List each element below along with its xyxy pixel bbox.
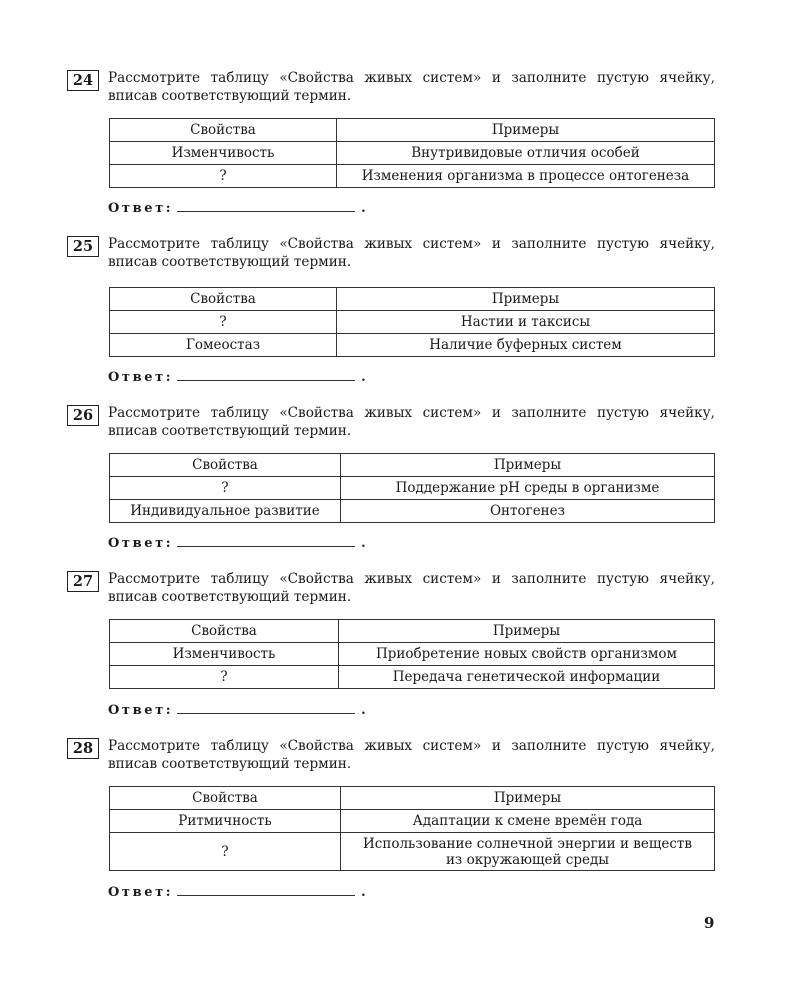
table-row xyxy=(110,810,715,833)
header-cell-examples: Примеры xyxy=(337,119,715,142)
answer-field[interactable] xyxy=(177,534,355,547)
task-number: 25 xyxy=(67,236,99,257)
table-header-row xyxy=(110,119,715,142)
task-number: 28 xyxy=(67,738,99,759)
table-row xyxy=(110,165,715,188)
properties-table xyxy=(109,287,715,357)
header-cell-properties: Свойства xyxy=(110,620,339,643)
task-27 xyxy=(67,571,715,718)
properties-table xyxy=(109,453,715,523)
example-cell: Приобретение новых свойств организмом xyxy=(339,643,715,666)
properties-table xyxy=(109,619,715,689)
task-number: 24 xyxy=(67,70,99,91)
answer-end: . xyxy=(361,370,366,385)
table-header-row xyxy=(110,454,715,477)
task-number: 27 xyxy=(67,571,99,592)
properties-table xyxy=(109,786,715,871)
task-question: Рассмотрите таблицу «Свойства живых систем» и заполните пустую ячейку, вписав соответствующий термин. xyxy=(108,70,715,104)
answer-label: Ответ: xyxy=(108,703,174,718)
header-cell-properties: Свойства xyxy=(110,454,341,477)
example-cell: Онтогенез xyxy=(341,500,715,523)
task-header xyxy=(67,738,715,773)
header-cell-examples: Примеры xyxy=(339,620,715,643)
answer-line xyxy=(108,534,366,551)
task-25 xyxy=(67,236,715,385)
task-question: Рассмотрите таблицу «Свойства живых систем» и заполните пустую ячейку, вписав соответствующий термин. xyxy=(108,738,715,772)
header-cell-examples: Примеры xyxy=(341,787,715,810)
table-row xyxy=(110,311,715,334)
answer-label: Ответ: xyxy=(108,201,174,216)
table-row xyxy=(110,477,715,500)
property-cell[interactable]: ? xyxy=(110,666,339,689)
table-header-row xyxy=(110,787,715,810)
answer-label: Ответ: xyxy=(108,885,174,900)
answer-field[interactable] xyxy=(177,883,355,896)
example-cell: Использование солнечной энергии и веществ из окружающей среды xyxy=(341,833,715,871)
answer-field[interactable] xyxy=(177,701,355,714)
properties-table xyxy=(109,118,715,188)
answer-label: Ответ: xyxy=(108,370,174,385)
task-question: Рассмотрите таблицу «Свойства живых систем» и заполните пустую ячейку, вписав соответствующий термин. xyxy=(108,236,715,270)
property-cell[interactable]: ? xyxy=(110,165,337,188)
table-header-row xyxy=(110,620,715,643)
property-cell: Изменчивость xyxy=(110,643,339,666)
example-cell: Настии и таксисы xyxy=(337,311,715,334)
task-26 xyxy=(67,405,715,551)
answer-line xyxy=(108,199,366,216)
header-cell-properties: Свойства xyxy=(110,787,341,810)
table-row xyxy=(110,500,715,523)
table-row xyxy=(110,334,715,357)
answer-field[interactable] xyxy=(177,199,355,212)
property-cell: Индивидуальное развитие xyxy=(110,500,341,523)
answer-end: . xyxy=(361,885,366,900)
property-cell[interactable]: ? xyxy=(110,477,341,500)
example-cell: Поддержание pH среды в организме xyxy=(341,477,715,500)
answer-field[interactable] xyxy=(177,368,355,381)
header-cell-examples: Примеры xyxy=(341,454,715,477)
task-question: Рассмотрите таблицу «Свойства живых систем» и заполните пустую ячейку, вписав соответствующий термин. xyxy=(108,571,715,605)
answer-line xyxy=(108,701,366,718)
example-cell: Внутривидовые отличия особей xyxy=(337,142,715,165)
property-cell[interactable]: ? xyxy=(110,833,341,871)
property-cell: Ритмичность xyxy=(110,810,341,833)
example-cell: Передача генетической информации xyxy=(339,666,715,689)
answer-line xyxy=(108,368,366,385)
task-header xyxy=(67,70,715,105)
answer-end: . xyxy=(361,201,366,216)
page-number: 9 xyxy=(704,914,715,932)
example-cell: Наличие буферных систем xyxy=(337,334,715,357)
table-row xyxy=(110,643,715,666)
task-number: 26 xyxy=(67,405,99,426)
answer-line xyxy=(108,883,366,900)
table-row xyxy=(110,142,715,165)
table-row xyxy=(110,833,715,871)
header-cell-properties: Свойства xyxy=(110,119,337,142)
table-header-row xyxy=(110,288,715,311)
task-header xyxy=(67,405,715,440)
task-header xyxy=(67,571,715,606)
header-cell-examples: Примеры xyxy=(337,288,715,311)
header-cell-properties: Свойства xyxy=(110,288,337,311)
example-cell: Изменения организма в процессе онтогенеза xyxy=(337,165,715,188)
property-cell: Изменчивость xyxy=(110,142,337,165)
answer-end: . xyxy=(361,703,366,718)
task-question: Рассмотрите таблицу «Свойства живых систем» и заполните пустую ячейку, вписав соответствующий термин. xyxy=(108,405,715,439)
task-header xyxy=(67,236,715,271)
table-row xyxy=(110,666,715,689)
answer-label: Ответ: xyxy=(108,536,174,551)
property-cell: Гомеостаз xyxy=(110,334,337,357)
property-cell[interactable]: ? xyxy=(110,311,337,334)
example-cell: Адаптации к смене времён года xyxy=(341,810,715,833)
task-28 xyxy=(67,738,715,900)
answer-end: . xyxy=(361,536,366,551)
task-24 xyxy=(67,70,715,216)
